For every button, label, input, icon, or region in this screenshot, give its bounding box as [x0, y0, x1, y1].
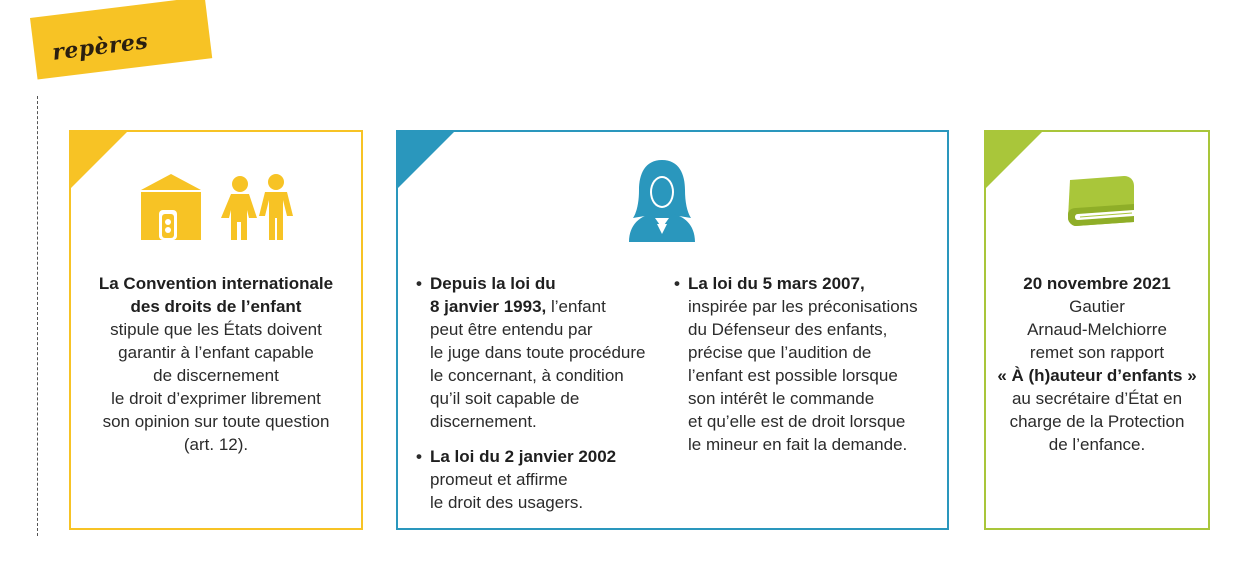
text-line: le droit des usagers.: [430, 493, 584, 512]
text-line: promeut et affirme: [430, 470, 568, 489]
section-tag-label: repères: [50, 28, 150, 66]
bullet: •: [416, 447, 422, 466]
text-line: peut être entendu par: [430, 320, 593, 339]
text-line: au secrétaire d’État en: [1011, 389, 1183, 408]
text-line: le juge dans toute procédure: [430, 343, 646, 362]
text-line: le concernant, à condition: [430, 366, 624, 385]
text-line: Gautier: [1069, 297, 1125, 316]
text-line: l’enfant est possible lorsque: [688, 366, 898, 385]
text-line: des droits de l’enfant: [130, 297, 302, 316]
text-line: de discernement: [153, 366, 279, 385]
list-item: [416, 445, 676, 514]
card-lois: [396, 130, 949, 530]
law-title: La loi du 5 mars 2007,: [688, 274, 865, 293]
text-line: remet son rapport: [1029, 343, 1165, 362]
text-line: charge de la Protection: [1009, 412, 1185, 431]
text-line: discernement.: [430, 412, 537, 431]
text-line: de l’enfance.: [1048, 435, 1146, 454]
text-line: précise que l’audition de: [688, 343, 872, 362]
house-and-children-icon: [137, 172, 297, 249]
card-corner: [398, 132, 454, 188]
card-rapport-text: [986, 272, 1208, 456]
list-item: [416, 272, 676, 433]
bullet: •: [416, 274, 422, 293]
card-convention-text: [71, 272, 361, 456]
right-column: [674, 272, 944, 456]
text-line: et qu’elle est de droit lorsque: [688, 412, 906, 431]
text-line: « À (h)auteur d’enfants »: [997, 366, 1197, 385]
text-line: le droit d’exprimer librement: [111, 389, 321, 408]
card-convention: [69, 130, 363, 530]
text-line: qu’il soit capable de: [430, 389, 580, 408]
timeline-dashed-line: [37, 96, 38, 536]
card-corner: [71, 132, 127, 188]
left-column: [416, 272, 676, 514]
law-title: La loi du 2 janvier 2002: [430, 447, 617, 466]
book-icon: [1064, 174, 1140, 235]
card-rapport: [984, 130, 1210, 530]
text-line: [430, 295, 676, 318]
judge-icon: [627, 158, 697, 247]
text-line: La Convention internationale: [98, 274, 334, 293]
card-corner: [986, 132, 1042, 188]
text-line: 20 novembre 2021: [1023, 274, 1171, 293]
text-line: son opinion sur toute question: [102, 412, 330, 431]
text-line: stipule que les États doivent: [110, 320, 322, 339]
bullet: •: [674, 274, 680, 293]
text-line: son intérêt le commande: [688, 389, 875, 408]
text-line: du Défenseur des enfants,: [688, 320, 888, 339]
list-item: [674, 272, 944, 456]
text-fragment: l’enfant: [546, 297, 606, 316]
text-line: inspirée par les préconisations: [688, 297, 918, 316]
text-line: (art. 12).: [183, 435, 249, 454]
law-title: Depuis la loi du: [430, 274, 556, 293]
text-line: le mineur en fait la demande.: [688, 435, 908, 454]
text-line: Arnaud-Melchiorre: [1027, 320, 1167, 339]
law-title-2: 8 janvier 1993,: [430, 297, 547, 316]
text-line: garantir à l’enfant capable: [118, 343, 314, 362]
